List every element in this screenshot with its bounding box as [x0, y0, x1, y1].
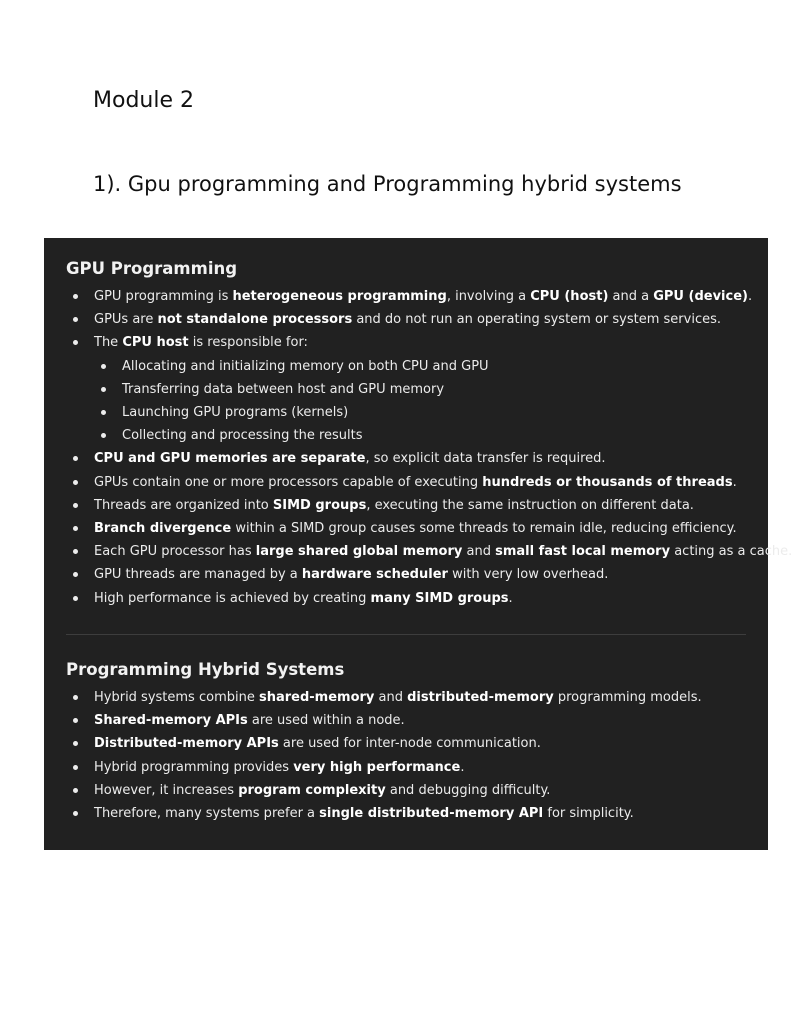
- text-run: and debugging difficulty.: [385, 782, 551, 798]
- text-run: .: [747, 289, 753, 304]
- sub-bullet-item: [66, 355, 792, 378]
- text-run: Hybrid systems combine: [94, 690, 259, 705]
- text-run: , involving a: [446, 289, 531, 304]
- text-run: High performance is achieved by creating: [94, 590, 371, 606]
- text-run: .: [508, 590, 513, 606]
- text-run: GPU programming is: [94, 289, 233, 304]
- text-run: Hybrid programming provides: [94, 759, 294, 775]
- bold-text: CPU host: [122, 335, 189, 351]
- text-run: GPU threads are managed by a: [94, 567, 302, 583]
- text-run: Launching GPU programs (kernels): [122, 405, 349, 421]
- sub-bullet-item: [66, 401, 792, 424]
- bold-text: Shared-memory APIs: [94, 713, 248, 729]
- bold-text: large shared global memory: [255, 544, 463, 560]
- bold-text: Distributed-memory APIs: [94, 736, 279, 752]
- bullet-item: [66, 779, 702, 802]
- section-divider: [66, 634, 746, 635]
- bold-text: program complexity: [238, 782, 386, 798]
- bullet-item: [66, 285, 792, 308]
- sub-bullet-item: [66, 424, 792, 447]
- bullet-item: [66, 331, 792, 354]
- module-title: Module 2: [93, 88, 194, 113]
- text-run: programming models.: [553, 690, 702, 705]
- bold-text: not standalone processors: [157, 312, 353, 328]
- bold-text: hardware scheduler: [301, 567, 448, 583]
- bold-text: heterogeneous programming: [232, 289, 447, 304]
- text-run: for simplicity.: [543, 806, 634, 822]
- bullet-item: [66, 756, 702, 779]
- bold-text: CPU (host): [530, 289, 609, 304]
- bullet-item: [66, 802, 702, 825]
- text-run: .: [460, 759, 465, 775]
- text-run: Therefore, many systems prefer a: [94, 806, 320, 822]
- hybrid-systems-heading: Programming Hybrid Systems: [66, 660, 345, 679]
- bullet-item: [66, 709, 702, 732]
- bold-text: very high performance: [293, 759, 461, 775]
- text-run: .: [732, 474, 737, 490]
- notes-panel: [44, 238, 792, 850]
- text-run: are used for inter-node communication.: [278, 736, 541, 752]
- bullet-item: [66, 587, 792, 610]
- gpu-programming-list: [66, 285, 792, 610]
- gpu-programming-heading: GPU Programming: [66, 259, 238, 278]
- text-run: is responsible for:: [188, 335, 308, 351]
- text-run: , so explicit data transfer is required.: [365, 451, 606, 467]
- text-run: GPUs are: [94, 312, 158, 328]
- bold-text: shared-memory: [258, 690, 375, 705]
- bullet-item: [66, 686, 702, 709]
- text-run: The: [94, 335, 123, 351]
- text-run: are used within a node.: [247, 713, 405, 729]
- bold-text: small fast local memory: [495, 544, 671, 560]
- bold-text: Branch divergence: [94, 521, 232, 537]
- text-run: and: [374, 690, 408, 705]
- sub-bullet-item: [66, 378, 792, 401]
- bold-text: SIMD groups: [272, 497, 367, 513]
- bullet-item: [66, 732, 702, 755]
- text-run: Threads are organized into: [94, 497, 273, 513]
- bullet-item: [66, 471, 792, 494]
- bold-text: CPU and GPU memories are separate: [94, 451, 366, 467]
- bullet-item: [66, 540, 792, 563]
- bullet-item: [66, 563, 792, 586]
- text-run: and: [462, 544, 496, 560]
- bullet-item: [66, 517, 792, 540]
- bullet-item: [66, 494, 792, 517]
- hybrid-systems-list: [66, 686, 702, 825]
- text-run: Collecting and processing the results: [122, 428, 363, 444]
- text-run: GPUs contain one or more processors capable of executing: [94, 474, 483, 490]
- text-run: , executing the same instruction on different data.: [366, 497, 694, 513]
- text-run: Each GPU processor has: [94, 544, 256, 560]
- bullet-item: [66, 308, 792, 331]
- text-run: within a SIMD group causes some threads to remain idle, reducing efficiency.: [231, 521, 737, 537]
- text-run: and a: [608, 289, 654, 304]
- text-run: Transferring data between host and GPU memory: [122, 381, 445, 397]
- text-run: with very low overhead.: [447, 567, 609, 583]
- text-run: acting as a cache.: [670, 544, 792, 560]
- bold-text: GPU (device): [653, 289, 748, 304]
- text-run: Allocating and initializing memory on both CPU and GPU: [122, 358, 489, 374]
- text-run: However, it increases: [94, 782, 239, 798]
- text-run: and do not run an operating system or system services.: [352, 312, 721, 328]
- bold-text: many SIMD groups: [370, 590, 509, 606]
- bullet-item: [66, 447, 792, 470]
- bold-text: single distributed-memory API: [319, 806, 544, 822]
- section-title: 1). Gpu programming and Programming hybrid systems: [93, 172, 682, 196]
- bold-text: distributed-memory: [407, 690, 554, 705]
- bold-text: hundreds or thousands of threads: [482, 474, 733, 490]
